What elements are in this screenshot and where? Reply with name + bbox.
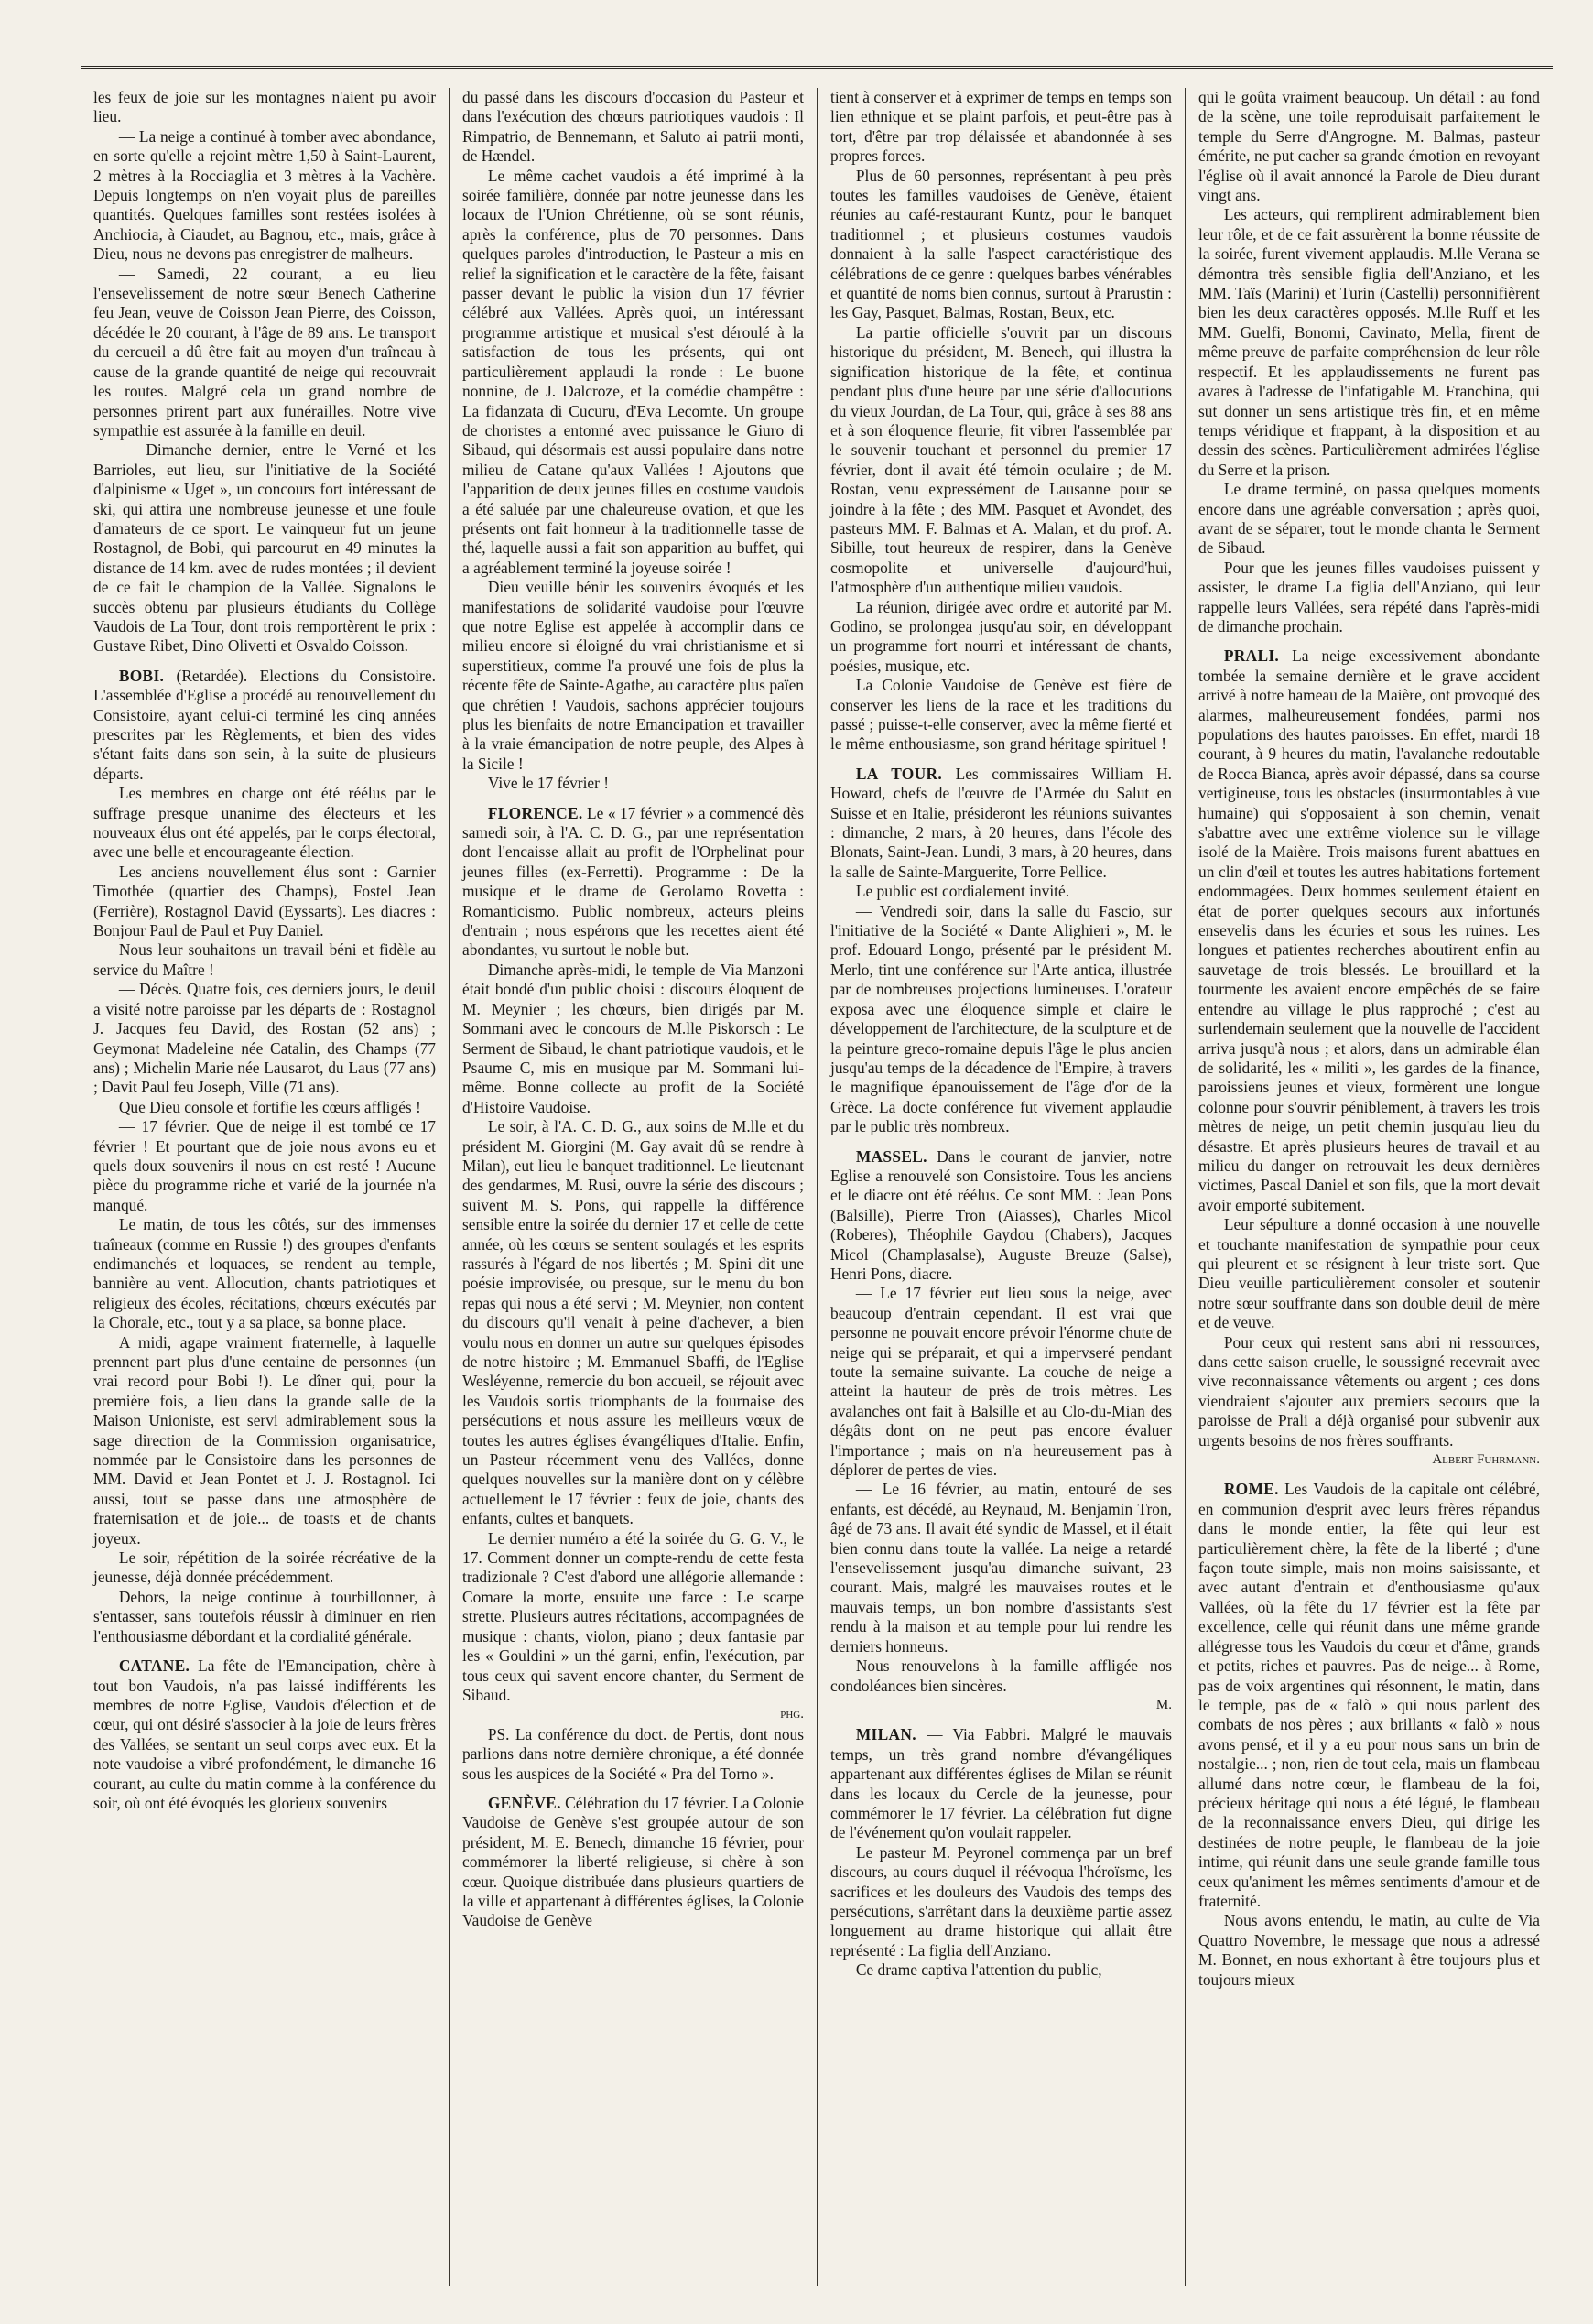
paragraph: A midi, agape vraiment fraternelle, à laquelle prennent part plus d'une centaine de personnes (un vrai record pour Bobi !). Le dîner qui, pour la première fois, a lieu dans la grande salle de la Maison Unioniste, est servi admirablement sous la sage direction de la Commission organisatrice, nommée par le Consistoire dans les personnes de MM. David et Jean Pontet et J. J. Rostagnol. Ici aussi, tout se passe dans une atmosphère de fraternisation et de joie... de toasts et de chants joyeux. [93,1332,436,1548]
signature: Albert Fuhrmann. [1432,1452,1540,1468]
paragraph: — Décès. Quatre fois, ces derniers jours, le deuil a visité notre paroisse par les départs de : Rostagnol J. Jacques feu David, des Rostan (52 ans) ; Geymonat Madeleine née Catalin, des Champs (77 ans) ; Michelin Marie née Lausarot, du Laus (77 ans) ; Davit Paul feu Joseph, Ville (71 ans). [93,980,436,1097]
column-2 [449,88,817,2286]
catane-heading: CATANE. [118,1656,190,1676]
paragraph: du passé dans les discours d'occasion du Pasteur et dans l'exécution des chœurs patriotiques vaudois : Il Rimpatrio, de Bennemann, et Saluto ai patrii monti, de Hændel. [462,88,804,166]
paragraph: La Colonie Vaudoise de Genève est fière de conserver les liens de la race et les traditions du passé ; puisse-t-elle conserver, avec la même fierté et le même enthousiasme, son grand héritage spirituel ! [830,676,1172,754]
paragraph: — La neige a continué à tomber avec abondance, en sorte qu'elle a rejoint mètre 1,50 à Saint-Laurent, 2 mètres à la Rocciaglia et 3 mètres à la Vachère. Depuis longtemps on n'en voyait plus de pareilles quantités. Quelques familles sont restées isolées à Anchiocia, à Ciaudet, au Bagnou, etc., mais, grâce à Dieu, nous ne devons pas enregistrer de malheurs. [93,126,436,264]
rome-heading: ROME. [1223,1480,1279,1499]
paragraph: Le drame terminé, on passa quelques moments encore dans une agréable conversation ; après quoi, avant de se séparer, tout le monde chanta le Serment de Sibaud. [1198,480,1540,558]
top-rule [81,66,1553,69]
paragraph: La partie officielle s'ouvrit par un discours historique du président, M. Benech, qui illustra la signification historique de la fête, et continua pendant plus d'une heure par une série d'allocutions du vieux Jourdan, de La Tour, qui, grâce à ses 88 ans et à son éloquence fleurie, fit vibrer l'assemblée par le souvenir touchant et personnel du premier 17 février, dont il avait été témoin oculaire ; de M. Rostan, venu expressément de Lausanne pour se joindre à la fête ; des MM. Pasquet et Avondet, des pasteurs MM. F. Balmas et A. Malan, et du prof. A. Sibille, tout heureux de respirer, dans la Genève cosmopolite et universelle d'aujourd'hui, l'atmosphère d'un authentique milieu vaudois. [830,322,1172,597]
bobi-heading: BOBI. [118,666,165,685]
signature: M. [1155,1697,1172,1712]
milan-heading: MILAN. [855,1725,916,1744]
paragraph: Le soir, à l'A. C. D. G., aux soins de M.lle et du président M. Giorgini (M. Gay avait dû se rendre à Milan), eut lieu le banquet traditionnel. Le lieutenant des gendarmes, M. Rusi, ouvre la série des discours ; suivent M. S. Pons, qui rappelle la différence sensible entre la soirée du dernier 17 et celle de cette année, où les cœurs se sentent soulagés et les esprits rassurés à l'égard de nos libertés ; M. Spini dit une poésie improvisée, ou presque, sur le menu du bon repas qui nous a été servi ; M. Meynier, non content du discours qu'il venait à peine d'achever, a bien voulu nous en donner un autre sur quelques épisodes de notre histoire ; M. Emmanuel Sbaffi, de l'Eglise Wesléyenne, remercie du bon accueil, se réjouit avec les Vaudois sortis triomphants de la fournaise des persécutions et nous assure les meilleurs vœux de toutes les autres églises évangéliques d'Italie. Enfin, un Pasteur récemment venu des Vallées, donne quelques nouvelles sur la manière dont on y célèbre actuellement le 17 février : feux de joie, chants des enfants, cultes et banquets. [462,1117,804,1528]
latour-section [830,765,1172,882]
massel-section [830,1147,1172,1285]
paragraph: Dimanche après-midi, le temple de Via Manzoni était bondé d'un public choisi : discours éloquent de M. Meynier ; les chœurs, bien dirigés par M. Sommani avec le concours de M.lle Piskorsch : Le Serment de Sibaud, le chant patriotique vaudois, et le Psaume C, mis en musique par M. Sommani lui-même. Bonne collecte au profit de la Société d'Histoire Vaudoise. [462,960,804,1116]
milan-text: — Via Fabbri. Malgré le mauvais temps, un très grand nombre d'évangéliques appartenant aux différentes églises de Milan se réunit dans les locaux du Cercle de la jeunesse, pour commémorer le 17 février. La célébration fut digne de l'événement qu'on voulait rappeler. [830,1725,1172,1842]
paragraph: Dieu veuille bénir les souvenirs évoqués et les manifestations de solidarité vaudoise pour l'œuvre que notre Eglise est appelée à accomplir dans ce milieu encore si éloigné du vrai christianisme et si superstitieux, comme l'a prouvé une fois de plus la récente fête de Sainte-Agathe, au caractère plus païen que chrétien ! Vaudois, sachons apprécier toujours plus les bienfaits de notre Emancipation et travailler à la vraie émancipation de notre peuple, des Alpes à la Sicile ! [462,578,804,773]
prali-section [1198,646,1540,1215]
paragraph: PS. La conférence du doct. de Pertis, dont nous parlions dans notre dernière chronique, a été donnée sous les auspices de la Société « Pra del Torno ». [462,1724,804,1783]
catane-text: La fête de l'Emancipation, chère à tout bon Vaudois, n'a pas laissé indifférents les membres de notre Eglise, Vaudois d'élection et de cœur, qui ont désiré s'associer à la joie de leurs frères des Vallées, se sentant un seul corps avec eux. Et la note vaudoise a vibré profondément, le dimanche 16 courant, au culte du matin comme à la conférence du soir, où ont été évoqués les glorieux souvenirs [93,1656,436,1812]
paragraph: Nous avons entendu, le matin, au culte de Via Quattro Novembre, le message que nous a adressé M. Bonnet, en nous exhortant à être toujours plus et toujours mieux [1198,1911,1540,1989]
paragraph: — 17 février. Que de neige il est tombé ce 17 février ! Et pourtant que de joie nous avons eu et quels doux souvenirs il nous en est resté ! Aucune pièce du programme riche et varié de la journée n'a manqué. [93,1117,436,1214]
paragraph: Vive le 17 février ! [487,774,610,793]
paragraph: Les anciens nouvellement élus sont : Garnier Timothée (quartier des Champs), Fostel Jean (Ferrière), Rostagnol David (Eyssarts). Les diacres : Bonjour Paul de Paul et Puy Daniel. [93,862,436,940]
geneve-heading: GENÈVE. [487,1793,561,1812]
geneve-section [462,1794,804,1931]
milan-section [830,1725,1172,1842]
prali-text: La neige excessivement abondante tombée la semaine dernière et le grave accident arrivé à notre hameau de la Maière, ont provoqué des alarmes, malheureusement fondées, parmi nos populations des hautes paroisses. En effet, mardi 18 courant, à 9 heures du matin, l'avalanche redoutable de Rocca Bianca, après avoir dépassé, dans sa course vertigineuse, tous les obstacles (insurmontables à vue humaine) qui s'opposaient à son chemin, venait s'abattre avec une extrême violence sur le village isolé de la Maière. Trois maisons furent abattues en un clin d'œil et toutes les autres habitations fortement endommagées. Deux hommes seulement étaient en état de porter quelques secours aux infortunés ensevelis dans les écuries et sous les ruines. Les longues et patientes recherches aboutirent enfin au sauvetage de trois blessés. Le brouillard et la tourmente les avaient encore empêchés de se faire entendre au village le plus rapproché ; c'est au surlendemain seulement que la nouvelle de l'accident arriva jusqu'à nous ; et alors, dans un admirable élan de solidarité, les « militi », les gardes de la finance, paroissiens jeunes et vieux, formèrent une longue colonne pour s'ouvrir péniblement, à travers les trois mètres de neige, un petit chemin jusqu'au lieu du désastre. Et après plusieurs heures de travail et au milieu du danger on retrouvait les deux dernières victimes, Pascal Daniel et son fils, que la mort devait avoir emporté subitement. [1198,646,1540,1214]
signature: phg. [780,1707,804,1722]
columns [81,88,1553,2286]
paragraph: — Samedi, 22 courant, a eu lieu l'ensevelissement de notre sœur Benech Catherine feu Jean, veuve de Coisson Jean Pierre, des Coisson, décédée le 20 courant, à l'âge de 89 ans. Le transport du cercueil a dû être fait au moyen d'un traîneau à cause de la grande quantité de neige qui recouvrait les routes. Malgré cela un grand nombre de personnes prirent part aux funérailles. Notre vive sympathie est assurée à la famille en deuil. [93,264,436,440]
massel-text: Dans le courant de janvier, notre Eglise a renouvelé son Consistoire. Tous les anciens et le diacre ont été réélus. Ce sont MM. : Jean Pons (Balsille), Pierre Tron (Aiasses), Charles Micol (Roberes), Théophile Gaydou (Chabers), Jacques Micol (Champlasalse), Auguste Breuze (Salse), Henri Pons, diacre. [830,1146,1172,1283]
massel-heading: MASSEL. [855,1146,927,1166]
paragraph: les feux de joie sur les montagnes n'aient pu avoir lieu. [93,88,436,126]
paragraph: Le matin, de tous les côtés, sur des immenses traîneaux (comme en Russie !) des groupes d'enfants endimanchés et loquaces, se rendent au temple, bannière au vent. Allocution, chants patriotiques et religieux des écoles, récitations, chœurs exécutés par la Chorale, etc., tout y a sa place, sa bonne place. [93,1215,436,1332]
paragraph: tient à conserver et à exprimer de temps en temps son lien ethnique et se plaint parfois, et peut-être pas à tort, d'être par trop délaissée et abandonnée à ses propres forces. [830,88,1172,166]
paragraph: Plus de 60 personnes, représentant à peu près toutes les familles vaudoises de Genève, étaient réunies au café-restaurant Kuntz, pour le banquet traditionnel ; et plusieurs costumes vaudois donnaient à la salle l'aspect caractéristique des célébrations de ce genre : quelques barbes vénérables et quantité de noms bien connus, surtout à Prarustin : les Gay, Pasquet, Balmas, Rostan, Beux, etc. [830,166,1172,322]
paragraph: Nous leur souhaitons un travail béni et fidèle au service du Maître ! [93,940,436,979]
latour-heading: LA TOUR. [855,764,942,783]
paragraph: Nous renouvelons à la famille affligée nos condoléances bien sincères. [830,1656,1172,1695]
prali-heading: PRALI. [1223,646,1280,666]
bobi-section [93,667,436,784]
paragraph: — Le 16 février, au matin, entouré de ses enfants, est décédé, au Reynaud, M. Benjamin Tron, âgé de 73 ans. Il avait été syndic de Massel, et il était bien connu dans toute la vallée. La neige a retardé l'ensevelissement jusqu'au dimanche suivant, 23 courant. Mais, malgré les mauvaises routes et le mauvais temps, un bon nombre d'assistants s'est rendu à la maison et au temple pour lui rendre les derniers honneurs. [830,1480,1172,1656]
paragraph: — Vendredi soir, dans la salle du Fascio, sur l'initiative de la Société « Dante Alighieri », M. le prof. Edouard Longo, présenté par le président M. Merlo, tint une conférence sur l'Arte antica, illustrée par de nombreuses projections lumineuses. L'orateur exposa avec une éloquence simple et claire le développement de l'architecture, de la sculpture et de la peinture greco-romaine depuis l'âge le plus ancien jusqu'au temps de la décadence de l'Empire, à travers le magnifique épanouissement de l'âge d'or de la Grèce. La docte conférence fut vivement applaudie par le public très nombreux. [830,901,1172,1136]
paragraph: Les membres en charge ont été réélus par le suffrage presque unanime des électeurs et les nouveaux élus ont été appelés, par le corps électoral, avec une belle et encourageante élection. [93,784,436,862]
paragraph: — Dimanche dernier, entre le Verné et les Barrioles, eut lieu, sur l'initiative de la Société d'alpinisme « Uget », un concours fort intéressant de ski, qui attira une nombreuse jeunesse et une foule d'amateurs de ce sport. Le vainqueur fut un jeune Rostagnol, de Bobi, qui parcourut en 49 minutes la distance de 14 km. avec de rudes montées ; il devient de ce fait le champion de la Vallée. Signalons le succès obtenu par plusieurs étudiants du Collège Vaudois de La Tour, dont trois remportèrent le prix : Gustave Ribet, Dino Olivetti et Osvaldo Coisson. [93,440,436,656]
paragraph: Dehors, la neige continue à tourbillonner, à s'entasser, sans toutefois réussir à diminuer en rien l'enthousiasme débordant et la cordialité générale. [93,1587,436,1645]
paragraph: Le pasteur M. Peyronel commença par un bref discours, au cours duquel il réévoqua l'héroïsme, les sacrifices et les douleurs des Vaudois des temps des persécutions, s'arrêtant dans la deuxième partie assez longuement au drame historique qui allait être représenté : La figlia dell'Anziano. [830,1842,1172,1960]
rome-section [1198,1480,1540,1911]
paragraph: Le soir, répétition de la soirée récréative de la jeunesse, déjà donnée précédemment. [93,1548,436,1587]
column-3 [817,88,1185,2286]
paragraph: La réunion, dirigée avec ordre et autorité par M. Godino, se prolongea jusqu'au soir, en développant un programme fort nourri et intéressant de chants, poésies, musique, etc. [830,597,1172,675]
paragraph: Leur sépulture a donné occasion à une nouvelle et touchante manifestation de sympathie pour ceux qui pleurent et se résignent à leur triste sort. Que Dieu veuille particulièrement consoler et soutenir notre sœur souffrante dans son double deuil de mère et de veuve. [1198,1215,1540,1332]
bobi-text: (Retardée). Elections du Consistoire. L'assemblée d'Eglise a procédé au renouvellement du Consistoire, ayant celui-ci terminé les cinq années prescrites par les Règlements, et bien des vides s'étant faits dans son sein, à la suite de plusieurs départs. [93,666,436,783]
paragraph: Le dernier numéro a été la soirée du G. G. V., le 17. Comment donner un compte-rendu de cette festa tradizionale ? C'est d'abord une allégorie allemande : Comare la morte, ensuite une farce : Le scarpe strette. Plusieurs autres récitations, accompagnées de musique : chants, violon, piano ; deux fantasie par les « Gouldini » un thé garni, enfin, l'exécution, par tous ceux qui savent encore chanter, du Serment de Sibaud. [462,1528,804,1704]
paragraph: Pour que les jeunes filles vaudoises puissent y assister, le drame La figlia dell'Anziano, qui leur rappelle leurs Vallées, sera répété dans l'après-midi de dimanche prochain. [1198,558,1540,635]
paragraph: Pour ceux qui restent sans abri ni ressources, dans cette saison cruelle, le soussigné recevrait avec vive reconnaissance vêtements ou argent ; ces dons viendraient s'ajouter aux premiers secours que la paroisse de Prali a déjà organisé pour subvenir aux urgents besoins de nos frères souffrants. [1198,1332,1540,1450]
latour-text: Les commissaires William H. Howard, chefs de l'œuvre de l'Armée du Salut en Suisse et en Italie, présideront les réunions suivantes : dimanche, 2 mars, à 20 heures, dans l'école des Blonats, Saint-Jean. Lundi, 3 mars, à 20 heures, dans la salle de Sainte-Marguerite, Torre Pellice. [830,764,1172,881]
florence-heading: FLORENCE. [487,803,583,822]
catane-section [93,1656,436,1813]
paragraph: Les acteurs, qui remplirent admirablement bien leur rôle, et de ce fait assurèrent la bonne réussite de la soirée, furent vivement applaudis. M.lle Verana se démontra très sensible figlia dell'Anziano, et les MM. Taïs (Marini) et Turin (Castelli) personnifièrent bien les deux caractères opposés. M.lle Ruff et les MM. Guelfi, Bonomi, Cavinato, Mella, firent de même preuve de parfaite compréhension de leur rôle respectif. Et les applaudissements ne furent pas avares à l'adresse de l'infatigable M. Franchina, qui sut donner un sens artistique très fin, et en même temps véridique et frappant, à la disposition et au dessin des scènes. Particulièrement admirées l'église du Serre et la prison. [1198,205,1540,479]
florence-section [462,804,804,961]
paragraph: Le même cachet vaudois a été imprimé à la soirée familière, donnée par notre jeunesse dans les locaux de l'Union Chrétienne, où se sont réunis, après la conférence, plus de 70 personnes. Dans quelques paroles d'introduction, le Pasteur a mis en relief la signification et le caractère de la fête, faisant passer devant le public la vision d'un 17 février célébré aux Vallées. Après quoi, un intéressant programme artistique et musical s'est déroulé à la satisfaction de tous les présents, qui ont particulièrement applaudi la ronde : Le buone nonnine, de J. Dalcroze, et la comédie champêtre : La fidanzata di Cucuru, d'Eva Lecomte. Un groupe de choristes a entonné avec puissance le Giuro di Sibaud, qui désormais est aussi populaire dans notre milieu de Catane qu'aux Vallées ! Ajoutons que l'apparition de deux jeunes filles en costume vaudois a été saluée par une chaleureuse ovation, et que les présents ont fait honneur à la traditionnelle tasse de thé, laquelle aussi a fait son apparition au buffet, qui a agréablement terminé la joyeuse soirée ! [462,166,804,577]
paragraph: — Le 17 février eut lieu sous la neige, avec beaucoup d'entrain cependant. Il est vrai que personne ne pouvait encore prévoir l'énorme chute de neige qui se préparait, et qui a impervseré pendant toute la semaine suivante. La couche de neige a atteint la hauteur de près de trois mètres. Les avalanches ont fait à Balsille et au Clo-du-Mian des dégâts dont on ne peut pas encore évaluer l'importance ; mais on n'a heureusement pas à déplorer de pertes de vies. [830,1284,1172,1480]
paragraph: qui le goûta vraiment beaucoup. Un détail : au fond de la scène, une toile reproduisait parfaitement le temple du Serre d'Angrogne. M. Balmas, pasteur émérite, ne put cacher sa grande émotion en revoyant l'église où il avait annoncé la Parole de Dieu durant vingt ans. [1198,88,1540,205]
paragraph: Que Dieu console et fortifie les cœurs affligés ! [118,1097,421,1116]
rome-text: Les Vaudois de la capitale ont célébré, en communion d'esprit avec leurs frères répandus dans le monde entier, la fête qui leur est particulièrement chère, la fête de la liberté ; d'une façon toute simple, mais non moins saisissante, et avec autant d'entrain et d'enthousiasme qu'aux Vallées, où la fête du 17 février est la fête par excellence, celle qui réunit dans une même grande allégresse tous les Vaudois du cœur et d'âme, grands et petits, riches et pauvres. Pas de neige... à Rome, pas de voix argentines qui résonnent, le matin, dans le temple, pas de « falò » qui nous parlent des combats de nos pères ; aux brillants « falò » nous avons pensé, et il y a eu pour nous sans un brin de nostalgie... ; non, rien de tout cela, mais un flambeau allumé dans notre cœur, le flambeau de la foi, précieux héritage qui nous a été légué, le flambeau de la reconnaissance envers Dieu, qui dirige les destinées de notre peuple, le flambeau de la joie intime, qui réunit dans une seule grande famille tous ceux qu'animent les mêmes sentiments d'amour et de fraternité. [1198,1480,1540,1910]
paragraph: Le public est cordialement invité. [855,882,1070,901]
column-4 [1185,88,1553,2286]
geneve-text: Célébration du 17 février. La Colonie Vaudoise de Genève s'est groupée autour de son président, M. E. Benech, dimanche 16 février, pour commémorer la liberté religieuse, si chère à son cœur. Quoique distribuée dans plusieurs quartiers de la ville et appartenant à différentes églises, la Colonie Vaudoise de Genève [462,1793,804,1930]
column-1 [81,88,449,2286]
paragraph: Ce drame captiva l'attention du public, [855,1960,1102,1980]
florence-text: Le « 17 février » a commencé dès samedi soir, à l'A. C. D. G., par une représentation dont l'encaisse allait au profit de l'Orphelinat pour jeunes filles (ex-Ferretti). Programme : De la musique et le drame de Gerolamo Rovetta : Romanticismo. Public nombreux, acteurs pleins d'entrain ; nous espérons que les recettes aient été abondantes, vu surtout le noble but. [462,803,804,960]
